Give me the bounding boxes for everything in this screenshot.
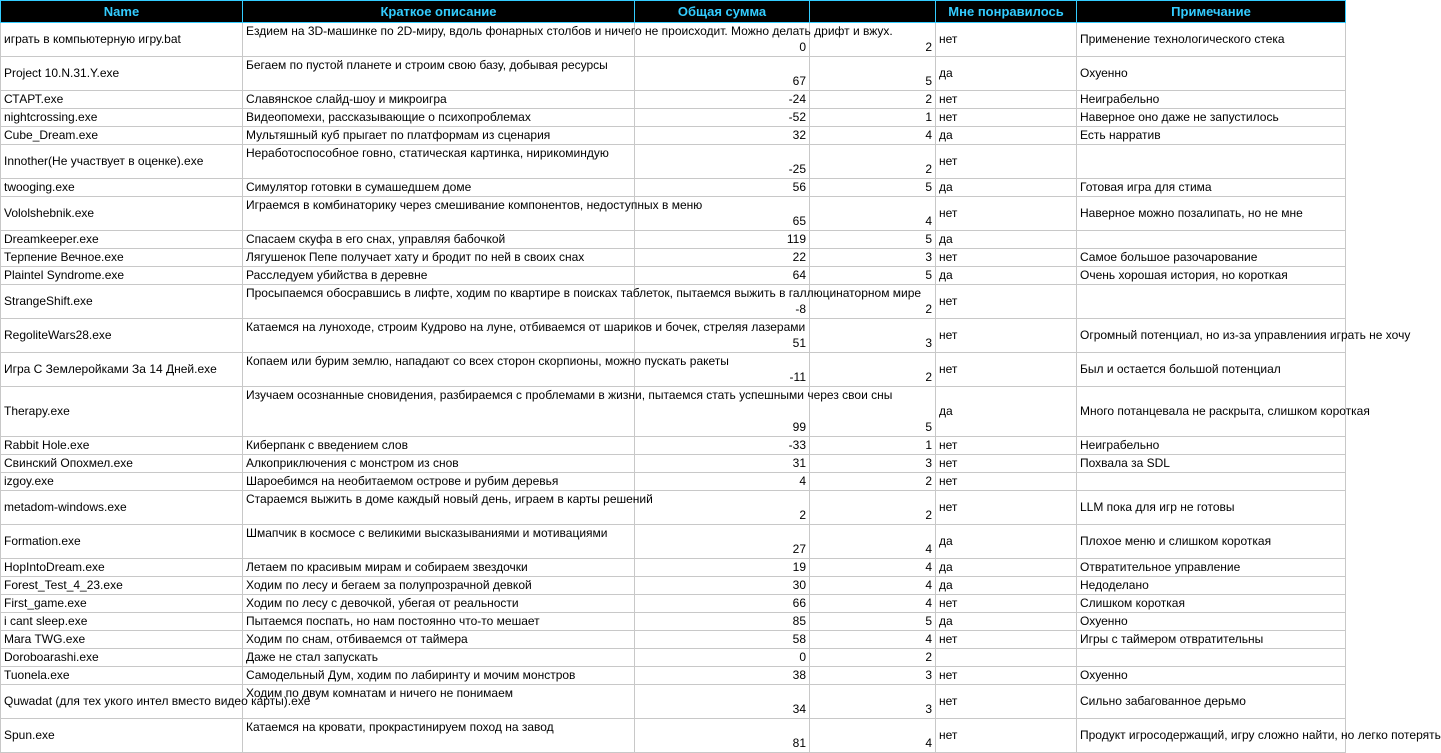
note-cell[interactable] [1077,649,1346,667]
table-row [1,437,1346,455]
table-row [1,249,1346,267]
total-sum-cell[interactable]: 81 [635,719,810,753]
game-name-cell[interactable]: Rabbit Hole.exe [1,437,243,455]
score-cell[interactable]: 2 [810,91,936,109]
score-cell[interactable]: 4 [810,577,936,595]
note-cell[interactable]: Самое большое разочарование [1077,249,1346,267]
game-name-cell[interactable]: Therapy.exe [1,387,243,437]
total-sum-cell[interactable]: 0 [635,649,810,667]
total-sum-cell[interactable]: 0 [635,23,810,57]
table-row [1,57,1346,91]
table-row [1,667,1346,685]
liked-cell[interactable]: нет [936,91,1077,109]
game-name-cell[interactable]: Forest_Test_4_23.exe [1,577,243,595]
note-cell[interactable]: Неиграбельно [1077,91,1346,109]
game-name-cell[interactable]: Innother(Не участвует в оценке).exe [1,145,243,179]
table-row [1,319,1346,353]
liked-cell[interactable]: нет [936,685,1077,719]
total-sum-cell[interactable]: -33 [635,437,810,455]
score-cell[interactable]: 4 [810,631,936,649]
note-cell[interactable]: Готовая игра для стима [1077,179,1346,197]
game-name-cell[interactable]: Formation.exe [1,525,243,559]
description-cell[interactable]: Киберпанк с введением слов [243,437,635,455]
total-sum-cell[interactable]: 31 [635,455,810,473]
liked-cell[interactable] [936,649,1077,667]
description-cell[interactable]: Симулятор готовки в сумашедшем доме [243,179,635,197]
header-liked[interactable]: Мне понравилось [936,1,1077,23]
score-cell[interactable]: 4 [810,127,936,145]
description-cell[interactable]: Ходим по лесу и бегаем за полупрозрачной девкой [243,577,635,595]
table-row [1,127,1346,145]
game-name-cell[interactable]: i cant sleep.exe [1,613,243,631]
note-cell[interactable] [1077,145,1346,179]
liked-cell[interactable]: да [936,387,1077,437]
total-sum-cell[interactable]: 67 [635,57,810,91]
table-row [1,109,1346,127]
game-name-cell[interactable]: Spun.exe [1,719,243,753]
score-cell[interactable]: 2 [810,473,936,491]
note-cell[interactable]: Похвала за SDL [1077,455,1346,473]
table-row [1,179,1346,197]
table-row [1,353,1346,387]
liked-cell[interactable]: да [936,57,1077,91]
table-row [1,577,1346,595]
description-cell[interactable]: Шароебимся на необитаемом острове и рубим деревья [243,473,635,491]
score-cell[interactable]: 2 [810,649,936,667]
score-cell[interactable]: 4 [810,719,936,753]
liked-cell[interactable]: нет [936,197,1077,231]
score-cell[interactable]: 5 [810,387,936,437]
description-cell[interactable]: Стараемся выжить в доме каждый новый день, играем в карты решений [243,491,635,525]
liked-cell[interactable]: нет [936,249,1077,267]
total-sum-cell[interactable]: 99 [635,387,810,437]
description-cell[interactable]: Неработоспособное говно, статическая картинка, нирикоминдую [243,145,635,179]
total-sum-cell[interactable]: 4 [635,473,810,491]
liked-cell[interactable]: да [936,179,1077,197]
total-sum-cell[interactable]: 85 [635,613,810,631]
total-sum-cell[interactable]: 19 [635,559,810,577]
description-cell[interactable]: Даже не стал запускать [243,649,635,667]
score-cell[interactable]: 2 [810,353,936,387]
note-cell[interactable]: Охуенно [1077,613,1346,631]
table-row [1,231,1346,249]
total-sum-cell[interactable]: 30 [635,577,810,595]
description-cell[interactable]: Катаемся на кровати, прокрастинируем поход на завод [243,719,635,753]
table-row [1,685,1346,719]
score-cell[interactable]: 5 [810,613,936,631]
total-sum-cell[interactable]: 32 [635,127,810,145]
total-sum-cell[interactable]: 51 [635,319,810,353]
note-cell[interactable]: Продукт игросодержащий, игру сложно найти, но легко потерять [1077,719,1346,753]
description-cell[interactable]: Играемся в комбинаторику через смешивание компонентов, недоступных в меню [243,197,635,231]
game-name-cell[interactable]: играть в компьютерную игру.bat [1,23,243,57]
table-body [1,23,1441,753]
note-cell[interactable]: Есть нарратив [1077,127,1346,145]
table-row [1,473,1346,491]
game-name-cell[interactable]: metadom-windows.exe [1,491,243,525]
description-cell[interactable]: Расследуем убийства в деревне [243,267,635,285]
description-cell[interactable]: Алкоприключения с монстром из снов [243,455,635,473]
description-cell[interactable]: Копаем или бурим землю, нападают со всех сторон скорпионы, можно пускать ракеты [243,353,635,387]
total-sum-cell[interactable]: 64 [635,267,810,285]
score-cell[interactable]: 1 [810,109,936,127]
score-cell[interactable]: 5 [810,57,936,91]
liked-cell[interactable]: нет [936,595,1077,613]
score-cell[interactable]: 4 [810,197,936,231]
total-sum-cell[interactable]: 119 [635,231,810,249]
note-cell[interactable] [1077,231,1346,249]
description-cell[interactable]: Спасаем скуфа в его снах, управляя бабочкой [243,231,635,249]
description-cell[interactable]: Мультяшный куб прыгает по платформам из сценария [243,127,635,145]
description-cell[interactable]: Ходим по лесу с девочкой, убегая от реальности [243,595,635,613]
score-cell[interactable]: 5 [810,267,936,285]
game-name-cell[interactable]: StrangeShift.exe [1,285,243,319]
note-cell[interactable]: Отвратительное управление [1077,559,1346,577]
liked-cell[interactable]: нет [936,719,1077,753]
game-name-cell[interactable]: Plaintel Syndrome.exe [1,267,243,285]
game-name-cell[interactable]: Терпение Вечное.exe [1,249,243,267]
table-row [1,719,1346,753]
note-cell[interactable] [1077,473,1346,491]
liked-cell[interactable]: да [936,525,1077,559]
note-cell[interactable]: Охуенно [1077,667,1346,685]
liked-cell[interactable]: да [936,231,1077,249]
header-name[interactable]: Name [1,1,243,23]
table-row [1,267,1346,285]
table-row [1,595,1346,613]
liked-cell[interactable]: да [936,127,1077,145]
liked-cell[interactable]: нет [936,491,1077,525]
liked-cell[interactable]: нет [936,437,1077,455]
liked-cell[interactable]: нет [936,109,1077,127]
total-sum-cell[interactable]: -8 [635,285,810,319]
table-row [1,145,1346,179]
note-cell[interactable]: Неиграбельно [1077,437,1346,455]
total-sum-cell[interactable]: 27 [635,525,810,559]
liked-cell[interactable]: нет [936,473,1077,491]
liked-cell[interactable]: нет [936,455,1077,473]
liked-cell[interactable]: нет [936,353,1077,387]
description-cell[interactable]: Ходим по снам, отбиваемся от таймера [243,631,635,649]
liked-cell[interactable]: да [936,267,1077,285]
header-score[interactable] [810,1,936,23]
total-sum-cell[interactable]: 38 [635,667,810,685]
note-cell[interactable]: Плохое меню и слишком короткая [1077,525,1346,559]
table-row [1,285,1346,319]
description-cell[interactable]: Изучаем осознанные сновидения, разбираемся с проблемами в жизни, пытаемся стать успешными через свои сны [243,387,635,437]
game-name-cell[interactable]: Tuonela.exe [1,667,243,685]
total-sum-cell[interactable]: -25 [635,145,810,179]
score-cell[interactable]: 4 [810,525,936,559]
score-cell[interactable]: 3 [810,455,936,473]
score-cell[interactable]: 1 [810,437,936,455]
game-name-cell[interactable]: Dreamkeeper.exe [1,231,243,249]
header-description[interactable]: Краткое описание [243,1,635,23]
table-row [1,613,1346,631]
game-name-cell[interactable]: izgoy.exe [1,473,243,491]
total-sum-cell[interactable]: 66 [635,595,810,613]
table-row [1,559,1346,577]
table-row [1,525,1346,559]
total-sum-cell[interactable]: 65 [635,197,810,231]
total-sum-cell[interactable]: 2 [635,491,810,525]
header-row [1,1,1346,23]
game-name-cell[interactable]: Vololshebnik.exe [1,197,243,231]
description-cell[interactable]: Летаем по красивым мирам и собираем звездочки [243,559,635,577]
description-cell[interactable]: Самодельный Дум, ходим по лабиринту и мочим монстров [243,667,635,685]
description-cell[interactable]: Катаемся на луноходе, строим Кудрово на луне, отбиваемся от шариков и бочек, стреляя лазерами [243,319,635,353]
total-sum-cell[interactable]: -11 [635,353,810,387]
score-cell[interactable]: 2 [810,491,936,525]
liked-cell[interactable]: нет [936,631,1077,649]
table-row [1,455,1346,473]
game-name-cell[interactable]: Cube_Dream.exe [1,127,243,145]
game-name-cell[interactable]: First_game.exe [1,595,243,613]
note-cell[interactable]: Игры с таймером отвратительны [1077,631,1346,649]
game-name-cell[interactable]: nightcrossing.exe [1,109,243,127]
table-row [1,91,1346,109]
total-sum-cell[interactable]: -24 [635,91,810,109]
score-cell[interactable]: 4 [810,559,936,577]
note-cell[interactable]: Сильно забагованное дерьмо [1077,685,1346,719]
description-cell[interactable]: Бегаем по пустой планете и строим свою базу, добывая ресурсы [243,57,635,91]
liked-cell[interactable]: да [936,613,1077,631]
note-cell[interactable]: Применение технологического стека [1077,23,1346,57]
description-cell[interactable]: Шмапчик в космосе с великими высказываниями и мотивациями [243,525,635,559]
liked-cell[interactable]: да [936,559,1077,577]
total-sum-cell[interactable]: 34 [635,685,810,719]
note-cell[interactable]: Охуенно [1077,57,1346,91]
note-cell[interactable]: Слишком короткая [1077,595,1346,613]
description-cell[interactable]: Лягушенок Пепе получает хату и бродит по ней в своих снах [243,249,635,267]
score-cell[interactable]: 3 [810,319,936,353]
game-name-cell[interactable]: HopIntoDream.exe [1,559,243,577]
liked-cell[interactable]: нет [936,145,1077,179]
table-row [1,23,1346,57]
game-name-cell[interactable]: Свинский Опохмел.exe [1,455,243,473]
note-cell[interactable]: Был и остается большой потенциал [1077,353,1346,387]
game-name-cell[interactable]: СТАРТ.exe [1,91,243,109]
total-sum-cell[interactable]: 58 [635,631,810,649]
note-cell[interactable]: Очень хорошая история, но короткая [1077,267,1346,285]
game-name-cell[interactable]: Mara TWG.exe [1,631,243,649]
note-cell[interactable]: LLM пока для игр не готовы [1077,491,1346,525]
score-cell[interactable]: 2 [810,145,936,179]
score-cell[interactable]: 5 [810,231,936,249]
description-cell[interactable]: Пытаемся поспать, но нам постоянно что-то мешает [243,613,635,631]
description-cell[interactable]: Просыпаемся обосравшись в лифте, ходим по квартире в поисках таблеток, пытаемся выжить в галлюцинаторном мире [243,285,635,319]
liked-cell[interactable]: нет [936,319,1077,353]
table-row [1,631,1346,649]
table-row [1,649,1346,667]
score-cell[interactable]: 5 [810,179,936,197]
game-name-cell[interactable]: Quwadat (для тех укого интел вместо видео карты).exe [1,685,243,719]
score-cell[interactable]: 2 [810,23,936,57]
game-name-cell[interactable]: RegoliteWars28.exe [1,319,243,353]
game-name-cell[interactable]: Project 10.N.31.Y.exe [1,57,243,91]
liked-cell[interactable]: да [936,577,1077,595]
score-cell[interactable]: 4 [810,595,936,613]
total-sum-cell[interactable]: -52 [635,109,810,127]
description-cell[interactable]: Ходим по двум комнатам и ничего не понимаем [243,685,635,719]
description-cell[interactable]: Ездием на 3D-машинке по 2D-миру, вдоль фонарных столбов и ничего не происходит. Можно делать дрифт и вжух. [243,23,635,57]
description-cell[interactable]: Славянское слайд-шоу и микроигра [243,91,635,109]
total-sum-cell[interactable]: 22 [635,249,810,267]
note-cell[interactable]: Недоделано [1077,577,1346,595]
game-name-cell[interactable]: Doroboarashi.exe [1,649,243,667]
table-row [1,197,1346,231]
score-cell[interactable]: 3 [810,667,936,685]
score-cell[interactable]: 2 [810,285,936,319]
liked-cell[interactable]: нет [936,285,1077,319]
note-cell[interactable]: Наверное можно позалипать, но не мне [1077,197,1346,231]
total-sum-cell[interactable]: 56 [635,179,810,197]
liked-cell[interactable]: нет [936,667,1077,685]
score-cell[interactable]: 3 [810,249,936,267]
table-row [1,387,1346,437]
note-cell[interactable]: Много потанцевала не раскрыта, слишком короткая [1077,387,1346,437]
header-note[interactable]: Примечание [1077,1,1346,23]
description-cell[interactable]: Видеопомехи, рассказывающие о психопроблемах [243,109,635,127]
game-name-cell[interactable]: twooging.exe [1,179,243,197]
note-cell[interactable]: Огромный потенциал, но из-за управлениия играть не хочу [1077,319,1346,353]
liked-cell[interactable]: нет [936,23,1077,57]
note-cell[interactable] [1077,285,1346,319]
header-total[interactable]: Общая сумма [635,1,810,23]
score-cell[interactable]: 3 [810,685,936,719]
table-row [1,491,1346,525]
game-name-cell[interactable]: Игра С Землеройками За 14 Дней.exe [1,353,243,387]
note-cell[interactable]: Наверное оно даже не запустилось [1077,109,1346,127]
